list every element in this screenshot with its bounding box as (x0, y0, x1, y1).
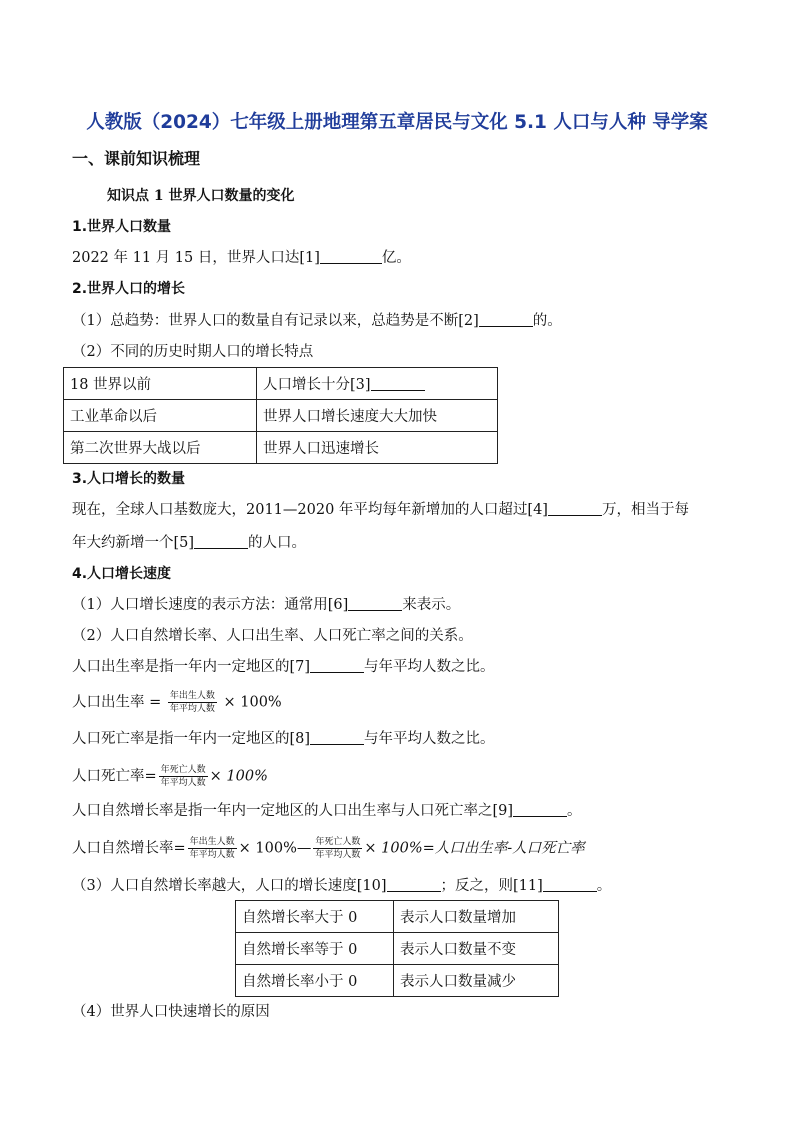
table-row (236, 933, 559, 965)
formula-birth-rate (72, 691, 282, 714)
answer-blank-11[interactable] (543, 877, 597, 892)
formula-tail: × 100% (223, 694, 282, 711)
table-row (64, 432, 498, 464)
text-line-9 (72, 729, 495, 749)
table-cell: 表示人口数量减少 (394, 965, 559, 997)
fraction (159, 765, 208, 788)
answer-blank-9[interactable] (513, 802, 567, 817)
text-line-5 (72, 533, 306, 553)
text-line-7: （2）人口自然增长率、人口出生率、人口死亡率之间的关系。 (72, 628, 473, 644)
table-row (64, 368, 498, 400)
text: 2022 年 11 月 15 日，世界人口达[1] (72, 250, 320, 266)
text-line-2 (72, 311, 562, 331)
table-row (236, 965, 559, 997)
answer-blank-5[interactable] (194, 534, 248, 549)
answer-blank-7[interactable] (310, 658, 364, 673)
numerator: 年死亡人数 (315, 837, 361, 847)
text: 现在，全球人口基数庞大，2011—2020 年平均每年新增加的人口超过[4] (72, 502, 548, 518)
text: 与年平均人数之比。 (364, 659, 495, 675)
table-cell: 世界人口迅速增长 (257, 432, 498, 464)
formula-death-rate (72, 765, 268, 788)
text-line-11 (72, 876, 611, 896)
answer-blank-10[interactable] (387, 877, 441, 892)
denominator: 年平均人数 (169, 704, 215, 714)
answer-blank-2[interactable] (479, 312, 533, 327)
numerator: 年出生人数 (189, 837, 235, 847)
subheading-growth-quantity: 3.人口增长的数量 (72, 471, 186, 487)
text: 人口出生率是指一年内一定地区的[7] (72, 659, 311, 675)
formula-label: 人口自然增长率= (72, 840, 186, 857)
text-line-1 (72, 248, 411, 268)
denominator: 年平均人数 (189, 850, 235, 860)
table-growth-periods (63, 367, 498, 464)
table-cell: 自然增长率等于 0 (236, 933, 394, 965)
subheading-population-count: 1.世界人口数量 (72, 219, 172, 235)
formula-tail: × 100% (209, 768, 268, 785)
answer-blank-4[interactable] (548, 501, 602, 516)
formula-label: 人口出生率 = (72, 694, 162, 711)
answer-blank-6[interactable] (348, 596, 402, 611)
text: 来表示。 (402, 597, 461, 613)
text: 亿。 (381, 250, 411, 266)
table-row (236, 901, 559, 933)
text-line-4 (72, 500, 689, 520)
text-line-10 (72, 801, 582, 821)
subheading-population-growth: 2.世界人口的增长 (72, 281, 186, 297)
text: （1）人口增长速度的表示方法：通常用[6] (72, 597, 349, 613)
answer-blank-8[interactable] (310, 730, 364, 745)
table-cell: 工业革命以后 (64, 400, 257, 432)
table-cell: 世界人口增长速度大大加快 (257, 400, 498, 432)
text: 人口死亡率是指一年内一定地区的[8] (72, 731, 311, 747)
formula-natural-growth-rate (72, 837, 585, 860)
text: 人口自然增长率是指一年内一定地区的人口出生率与人口死亡率之[9] (72, 803, 514, 819)
fraction (168, 691, 217, 714)
document-title: 人教版（2024）七年级上册地理第五章居民与文化 5.1 人口与人种 导学案 (86, 112, 708, 133)
text: 。 (596, 878, 612, 894)
fraction (313, 837, 362, 860)
text: 人口增长十分[3] (263, 377, 371, 393)
text: 的。 (532, 313, 562, 329)
text: 的人口。 (248, 535, 307, 551)
text-line-8 (72, 657, 495, 677)
text-line-3: （2）不同的历史时期人口的增长特点 (72, 344, 314, 360)
text-line-6 (72, 595, 460, 615)
section-heading-1: 一、课前知识梳理 (72, 149, 201, 168)
denominator: 年平均人数 (315, 850, 361, 860)
table-cell: 表示人口数量不变 (394, 933, 559, 965)
formula-tail: × 100%= (364, 840, 435, 857)
answer-blank-3[interactable] (371, 376, 425, 391)
text: 万，相当于每 (601, 502, 689, 518)
answer-blank-1[interactable] (320, 249, 382, 264)
text: （1）总趋势：世界人口的数量自有记录以来，总趋势是不断[2] (72, 313, 479, 329)
fraction (188, 837, 237, 860)
table-cell: 自然增长率大于 0 (236, 901, 394, 933)
table-cell: 表示人口数量增加 (394, 901, 559, 933)
formula-label: 人口死亡率= (72, 768, 157, 785)
text-line-12: （4）世界人口快速增长的原因 (72, 1004, 270, 1020)
table-cell: 18 世界以前 (64, 368, 257, 400)
knowledge-point-1: 知识点 1 世界人口数量的变化 (107, 188, 295, 204)
subheading-growth-speed: 4.人口增长速度 (72, 566, 172, 582)
text: 。 (567, 803, 582, 819)
table-row (64, 400, 498, 432)
text: 与年平均人数之比。 (364, 731, 495, 747)
numerator: 年出生人数 (169, 691, 215, 701)
formula-mid: × 100%— (238, 840, 312, 857)
denominator: 年平均人数 (160, 778, 206, 788)
text: ；反之，则[11] (440, 878, 543, 894)
numerator: 年死亡人数 (160, 765, 206, 775)
formula-result: 人口出生率-人口死亡率 (434, 840, 585, 857)
table-cell: 第二次世界大战以后 (64, 432, 257, 464)
text: 年大约新增一个[5] (72, 535, 195, 551)
text: （3）人口自然增长率越大，人口的增长速度[10] (72, 878, 387, 894)
table-cell (257, 368, 498, 400)
table-cell: 自然增长率小于 0 (236, 965, 394, 997)
table-natural-growth (235, 900, 559, 997)
